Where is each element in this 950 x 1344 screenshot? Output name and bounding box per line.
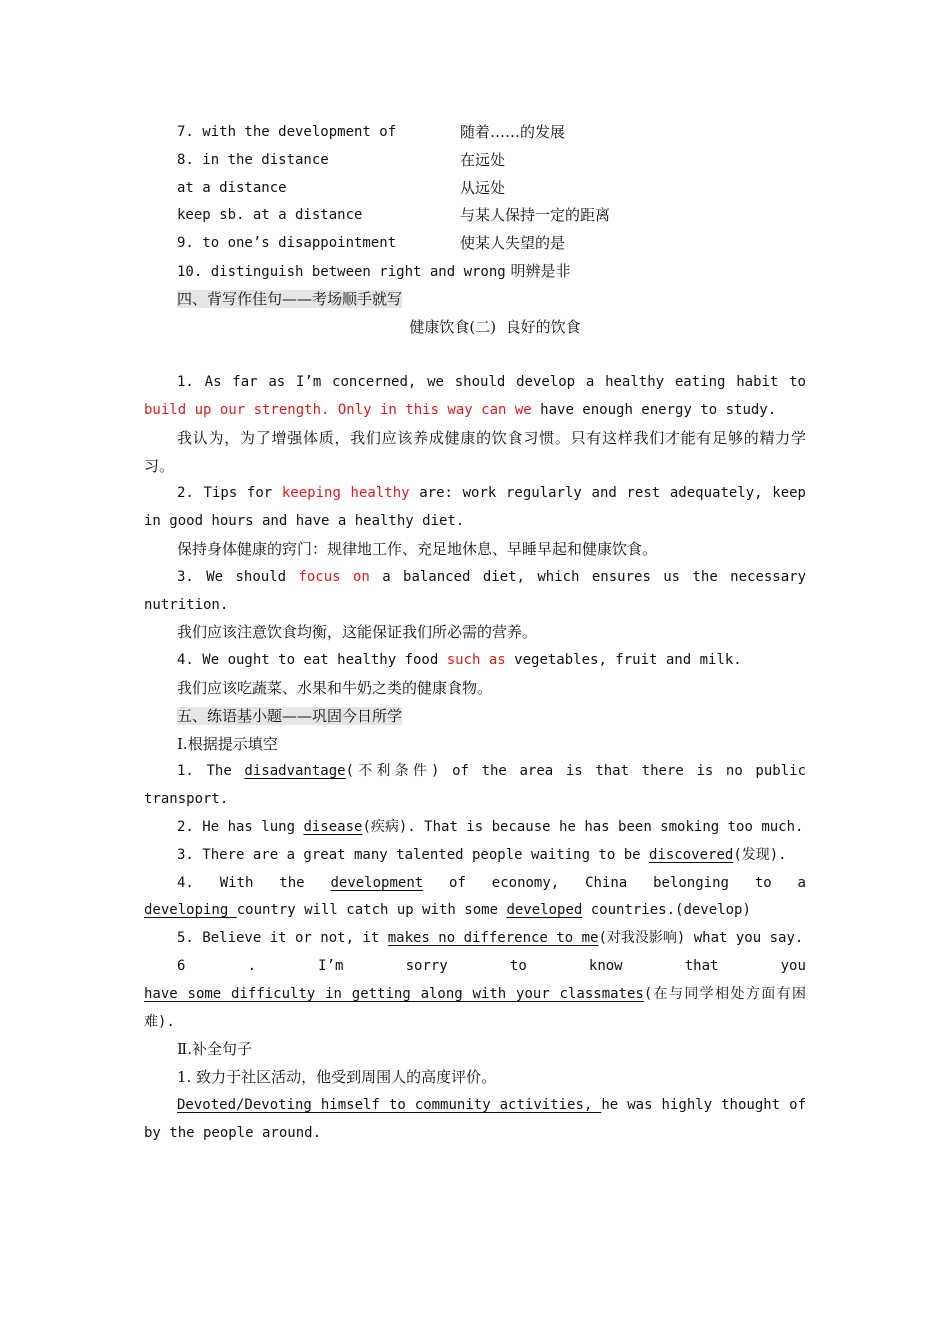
phrase-row <box>144 175 806 203</box>
phrase-row <box>144 202 806 230</box>
phrase-english: 10. distinguish between right and wrong <box>177 263 506 280</box>
sentence-chinese: 保持身体健康的窍门：规律地工作、充足地休息、早睡早起和健康饮食。 <box>177 539 658 558</box>
highlight-phrase: keeping healthy <box>281 485 410 502</box>
part-title: Ⅱ.补全句子 <box>177 1040 252 1059</box>
sentence-english: 1. As far as I’m concerned, we should develop a healthy eating habit to build up our strength. Only in this way can we have enough energy to study. <box>144 374 806 418</box>
answer-blank: developing <box>144 902 237 919</box>
exercise-item: 5. Believe it or not, it makes no difference to me(对我没影响) what you say. <box>177 930 804 947</box>
phrase-chinese: 随着……的发展 <box>460 123 566 141</box>
answer-blank: Devoted/Devoting himself to community activities, <box>177 1096 602 1113</box>
phrase-chinese: 明辨是非 <box>510 261 571 280</box>
sentence-english: 3. We should focus on a balanced diet, which ensures us the necessary nutrition. <box>144 568 807 613</box>
section-heading: 四、背写作佳句——考场顺手就写 <box>177 289 403 308</box>
exercise-item: 3. There are a great many talented people waiting to be discovered(发现). <box>177 846 787 863</box>
phrase-row <box>144 147 806 175</box>
highlight-phrase: such as <box>446 652 506 669</box>
phrase-row <box>144 119 806 147</box>
answer-blank: makes no difference to me <box>387 930 599 947</box>
sentence-chinese: 我们应该吃蔬菜、水果和牛奶之类的健康食物。 <box>177 678 493 697</box>
exercise-item: 4. With the development of economy, China belonging to a developing country will catch up with some developed countries.(develop) <box>144 874 806 919</box>
document-page <box>144 119 806 1147</box>
highlight-phrase: build up our strength. Only in this way can we <box>144 401 532 418</box>
phrase-row <box>144 230 806 258</box>
exercise-prompt-chinese: 1. 致力于社区活动，他受到周围人的高度评价。 <box>177 1068 497 1087</box>
exercise-item: Devoted/Devoting himself to community activities, he was highly thought of by the people around. <box>144 1096 807 1141</box>
phrase-english: 9. to one’s disappointment <box>177 235 397 252</box>
section-heading: 五、练语基小题——巩固今日所学 <box>177 706 403 725</box>
sentence-chinese: 我认为，为了增强体质，我们应该养成健康的饮食习惯。只有这样我们才能有足够的精力学习。 <box>144 428 806 475</box>
answer-blank: developed <box>506 902 583 919</box>
section-title: 健康饮食(二) 良好的饮食 <box>409 317 581 336</box>
sentence-english: 4. We ought to eat healthy food such as vegetables, fruit and milk. <box>177 652 742 669</box>
answer-blank: have some difficulty in getting along with your classmates <box>144 985 644 1002</box>
phrase-english: at a distance <box>177 179 287 196</box>
answer-blank: discovered <box>649 846 734 863</box>
phrase-chinese: 使某人失望的是 <box>460 234 566 253</box>
phrase-chinese: 从远处 <box>460 178 506 197</box>
highlight-phrase: focus on <box>298 568 370 585</box>
phrase-chinese: 在远处 <box>460 150 506 169</box>
exercise-item-spread: 6 . I’m sorry to know that you <box>177 957 806 974</box>
answer-blank: disadvantage <box>244 763 346 780</box>
sentence-chinese: 我们应该注意饮食均衡，这能保证我们所必需的营养。 <box>177 623 538 642</box>
sentence-english: 2. Tips for keeping healthy are: work regularly and rest adequately, keep in good hours and have a healthy diet. <box>144 485 806 530</box>
phrase-english: 8. in the distance <box>177 151 329 168</box>
phrase-chinese: 与某人保持一定的距离 <box>460 206 611 225</box>
answer-blank: disease <box>303 818 363 835</box>
part-title: Ⅰ.根据提示填空 <box>177 734 278 753</box>
exercise-item-continued: have some difficulty in getting along with your classmates(在与同学相处方面有困难). <box>144 985 806 1030</box>
phrase-english: keep sb. at a distance <box>177 207 363 224</box>
phrase-english: 7. with the development of <box>177 124 397 140</box>
exercise-item: 1. The disadvantage(不利条件) of the area is that there is no public transport. <box>144 763 806 808</box>
answer-blank: development <box>330 874 424 891</box>
exercise-item: 2. He has lung disease(疾病). That is because he has been smoking too much. <box>177 818 804 835</box>
phrase-row <box>144 258 806 286</box>
